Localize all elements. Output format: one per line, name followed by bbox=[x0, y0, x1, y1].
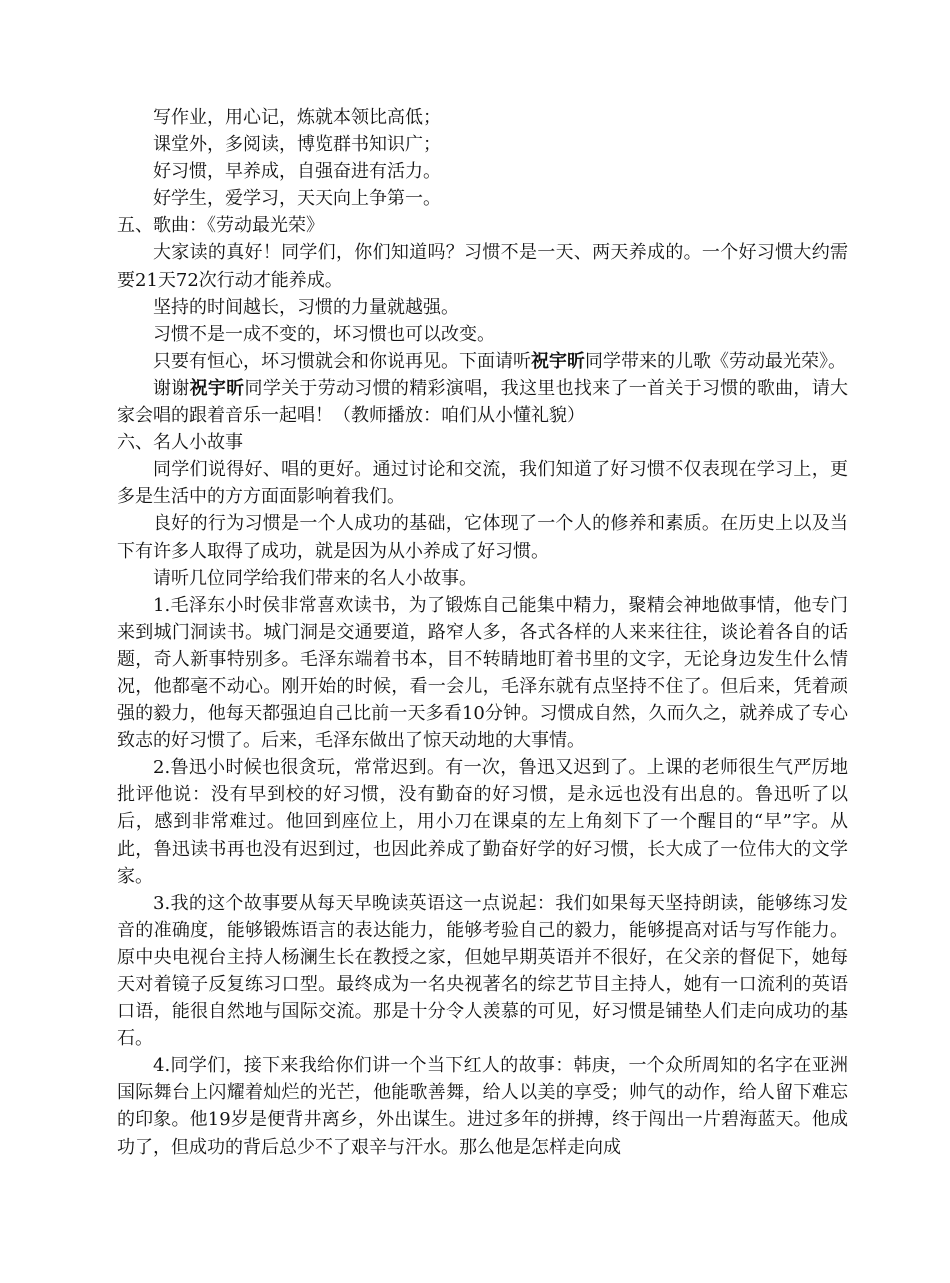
story-2: 2.鲁迅小时候也很贪玩，常常迟到。有一次，鲁迅又迟到了。上课的老师很生气严厉地批评他说：没有早到校的好习惯，没有勤奋的好习惯，是永远也没有出息的。鲁迅听了以后，感到非常难过。他回到座位上，用小刀在课桌的左上角刻下了一个醒目的“早”字。从此，鲁迅读书再也没有迟到过，也因此养成了勤奋好学的好习惯，长大成了一位伟大的文学家。 bbox=[117, 757, 848, 887]
section-5-paragraph-5 bbox=[117, 375, 848, 429]
section-5-paragraph-2: 坚持的时间越长，习惯的力量就越强。 bbox=[153, 296, 459, 318]
rhyme-line-1: 写作业，用心记，炼就本领比高低； bbox=[153, 107, 441, 128]
rhyme-line-3: 好习惯，早养成，自强奋进有活力。 bbox=[153, 161, 441, 183]
student-name: 祝宇昕 bbox=[531, 350, 585, 372]
paragraph-text: 谢谢 bbox=[153, 377, 190, 399]
story-1: 1.毛泽东小时侯非常喜欢读书，为了锻炼自己能集中精力，聚精会神地做事情，他专门来到城门洞读书。城门洞是交通要道，路窄人多，各式各样的人来来往往，谈论着各自的话题，奇人新事特别多。毛泽东端着书本，目不转睛地盯着书里的文字，无论身边发生什么情况，他都毫不动心。刚开始的时候，看一会儿，毛泽东就有点坚持不住了。但后来，凭着顽强的毅力，他每天都强迫自己比前一天多看10分钟。习惯成自然，久而久之，就养成了专心致志的好习惯了。后来，毛泽东做出了惊天动地的大事情。 bbox=[117, 594, 848, 752]
story-4: 4.同学们，接下来我给你们讲一个当下红人的故事：韩庚，一个众所周知的名字在亚洲国际舞台上闪耀着灿烂的光芒，他能歌善舞，给人以美的享受；帅气的动作，给人留下难忘的印象。他19岁是便背井离乡，外出谋生。进过多年的拼搏，终于闯出一片碧海蓝天。他成功了，但成功的背后总少不了艰辛与汗水。那么他是怎样走向成 bbox=[117, 1055, 848, 1158]
section-6-heading: 六、名人小故事 bbox=[117, 432, 243, 454]
section-5-heading: 五、歌曲：《劳动最光荣》 bbox=[117, 215, 324, 237]
paragraph-text: 同学带来的儿歌《劳动最光荣》。 bbox=[585, 350, 846, 372]
student-name: 祝宇昕 bbox=[189, 377, 245, 399]
section-6-paragraph-3: 请听几位同学给我们带来的名人小故事。 bbox=[153, 567, 477, 589]
document-page bbox=[117, 104, 848, 1161]
paragraph-text: 只要有恒心，坏习惯就会和你说再见。下面请听 bbox=[153, 350, 531, 372]
section-5-paragraph-1: 大家读的真好！同学们，你们知道吗？习惯不是一天、两天养成的。一个好习惯大约需要21天72次行动才能养成。 bbox=[117, 242, 848, 291]
section-6-paragraph-2: 良好的行为习惯是一个人成功的基础，它体现了一个人的修养和素质。在历史上以及当下有许多人取得了成功，就是因为从小养成了好习惯。 bbox=[117, 513, 848, 562]
section-5-paragraph-3: 习惯不是一成不变的，坏习惯也可以改变。 bbox=[153, 323, 495, 345]
section-6-paragraph-1: 同学们说得好、唱的更好。通过讨论和交流，我们知道了好习惯不仅表现在学习上，更多是生活中的方方面面影响着我们。 bbox=[117, 459, 848, 508]
section-5-paragraph-4 bbox=[117, 348, 848, 375]
rhyme-line-4: 好学生，爱学习，天天向上争第一。 bbox=[153, 188, 441, 210]
paragraph-text: 同学关于劳动习惯的精彩演唱，我这里也找来了一首关于习惯的歌曲，请大家会唱的跟着音乐一起唱！（教师播放：咱们从小懂礼貌） bbox=[117, 377, 849, 427]
story-3: 3.我的这个故事要从每天早晚读英语这一点说起：我们如果每天坚持朗读，能够练习发音的准确度，能够锻炼语言的表达能力，能够考验自己的毅力，能够提高对话与写作能力。原中央电视台主持人杨澜生长在教授之家，但她早期英语并不很好，在父亲的督促下，她每天对着镜子反复练习口型。最终成为一名央视著名的综艺节目主持人，她有一口流利的英语口语，能很自然地与国际交流。那是十分令人羡慕的可见，好习惯是铺垫人们走向成功的基石。 bbox=[117, 892, 848, 1050]
rhyme-line-2: 课堂外，多阅读，博览群书知识广； bbox=[153, 134, 441, 156]
